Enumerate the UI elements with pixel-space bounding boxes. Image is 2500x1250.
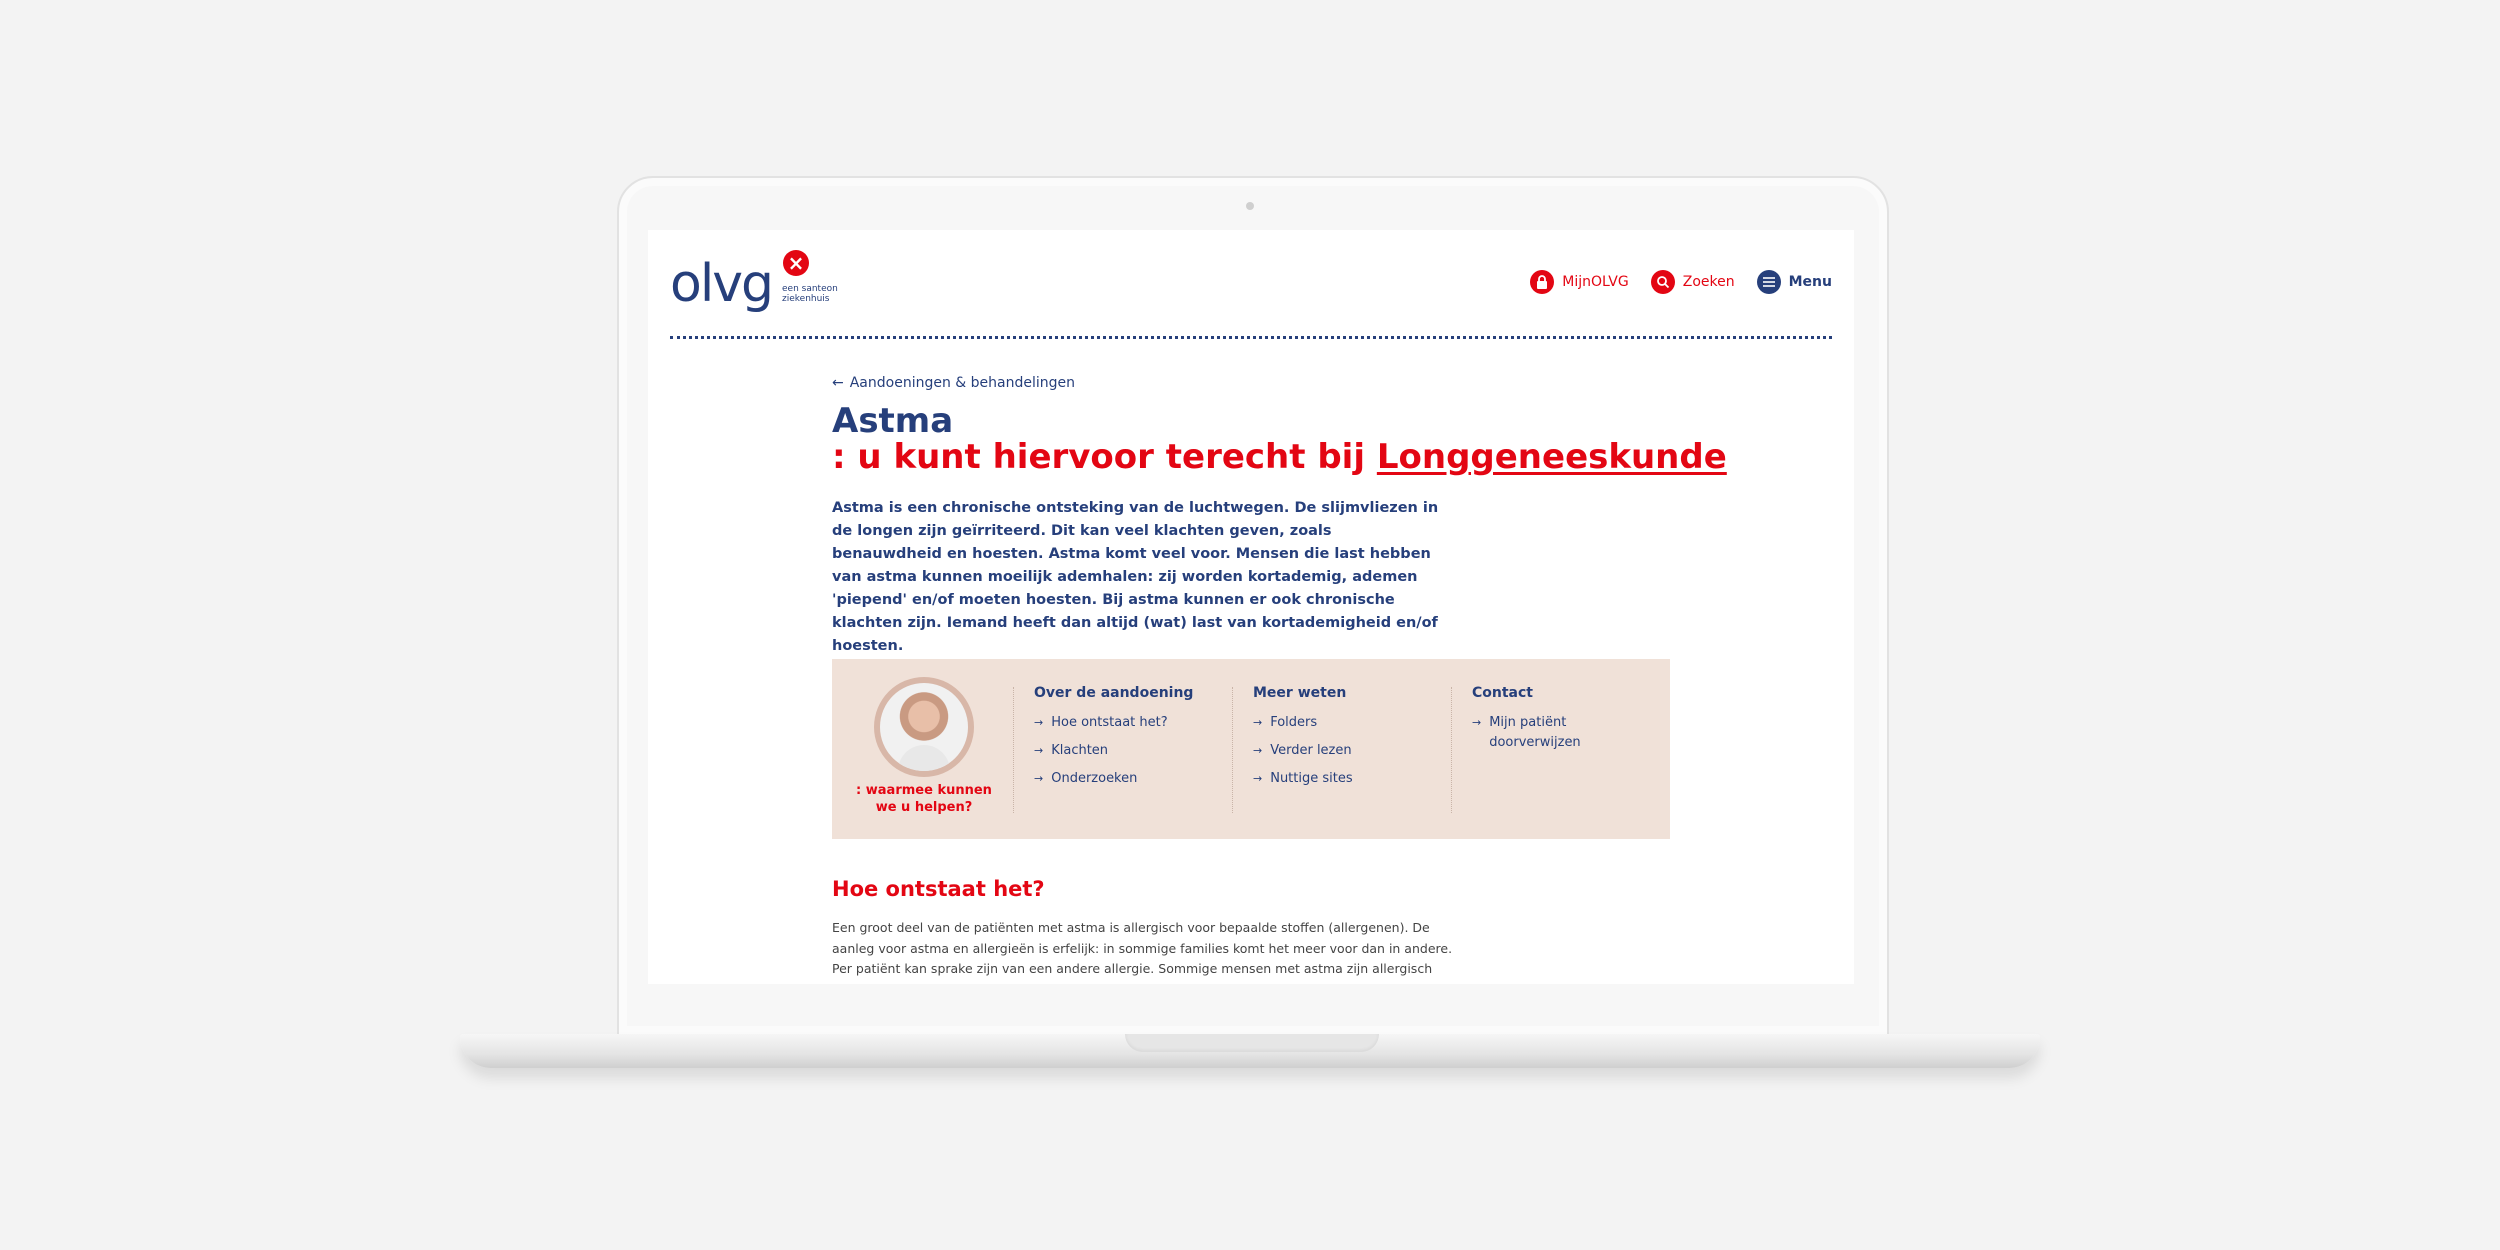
avatar [874, 677, 974, 777]
arrow-right-icon: → [1034, 772, 1044, 785]
link-label: Onderzoeken [1051, 771, 1138, 786]
column-divider [1451, 687, 1452, 813]
laptop-base [460, 1034, 2040, 1068]
page-subtitle [832, 437, 1727, 477]
column-heading: Contact [1472, 685, 1533, 701]
olvg-logo[interactable] [670, 250, 850, 320]
menu-icon [1757, 270, 1781, 294]
longgeneeskunde-link[interactable]: Longgeneeskunde [1376, 437, 1727, 477]
section-heading: Hoe ontstaat het? [832, 877, 1045, 901]
help-text: : waarmee kunnen we u helpen? [856, 783, 992, 815]
top-nav [1530, 270, 1832, 294]
page-title: Astma [832, 401, 954, 441]
subtitle-prefix: : u kunt hiervoor terecht bij [832, 437, 1377, 477]
link-label: Verder lezen [1270, 743, 1352, 758]
column-over-de-aandoening [1034, 685, 1224, 797]
arrow-right-icon: → [1034, 744, 1044, 757]
menu-label: Menu [1788, 274, 1832, 290]
link-label: Folders [1270, 715, 1318, 730]
column-heading: Over de aandoening [1034, 685, 1194, 701]
browser-screen [648, 230, 1854, 984]
menu-button[interactable] [1757, 270, 1832, 294]
lock-icon [1530, 270, 1554, 294]
header-divider [670, 336, 1832, 339]
breadcrumb[interactable] [832, 375, 1672, 391]
link-label: Hoe ontstaat het? [1051, 715, 1168, 730]
link-mijn-patient-doorverwijzen[interactable] [1472, 713, 1622, 753]
arrow-right-icon: → [1034, 716, 1044, 729]
link-hoe-ontstaat-het[interactable] [1034, 713, 1224, 733]
link-folders[interactable] [1253, 713, 1443, 733]
doctor-photo [880, 683, 968, 771]
arrow-right-icon: → [1253, 716, 1263, 729]
column-divider [1013, 687, 1014, 813]
column-divider [1232, 687, 1233, 813]
column-heading: Meer weten [1253, 685, 1347, 701]
main-content [832, 375, 1727, 658]
link-label: Nuttige sites [1270, 771, 1353, 786]
column-contact [1472, 685, 1622, 761]
link-onderzoeken[interactable] [1034, 769, 1224, 789]
logo-cross-icon: × [783, 250, 809, 276]
link-klachten[interactable] [1034, 741, 1224, 761]
search-button[interactable] [1651, 270, 1735, 294]
link-label: Klachten [1051, 743, 1109, 758]
link-nuttige-sites[interactable] [1253, 769, 1443, 789]
link-verder-lezen[interactable] [1253, 741, 1443, 761]
arrow-right-icon: → [1472, 716, 1482, 729]
link-label: Mijn patiënt doorverwijzen [1489, 715, 1581, 750]
intro-text: Astma is een chronische ontsteking van de luchtwegen. De slijmvliezen in de longen zijn geïrriteerd. Dit kan veel klachten geven, zoals benauwdheid en hoesten. Astma komt veel voor. Mensen die last hebben van astma kunnen moeilijk ademhalen: zij worden kortademig, ademen 'piepend' en/of moeten hoesten. Bij astma kunnen er ook chronische klachten zijn. Iemand heeft dan altijd (wat) last van kortademigheid en/of hoesten. [832, 500, 1439, 654]
laptop-notch [1125, 1034, 1379, 1052]
arrow-left-icon: ← [832, 375, 844, 391]
arrow-right-icon: → [1253, 744, 1263, 757]
help-panel [832, 659, 1670, 839]
search-icon [1651, 270, 1675, 294]
breadcrumb-label: Aandoeningen & behandelingen [849, 375, 1076, 391]
camera-dot [1246, 202, 1254, 210]
logo-tagline: een santeon ziekenhuis [782, 284, 838, 304]
mijnolvg-button[interactable] [1530, 270, 1628, 294]
search-label: Zoeken [1682, 274, 1735, 290]
arrow-right-icon: → [1253, 772, 1263, 785]
section-body: Een groot deel van de patiënten met astma is allergisch voor bepaalde stoffen (allergenen). De aanleg voor astma en allergieën is erfelijk: in sommige families komt het meer voor dan in andere. Per patiënt kan sprake zijn van een andere allergie. Sommige mensen met astma zijn allergisch [832, 920, 1453, 976]
logo-word: olvg [670, 254, 773, 314]
column-meer-weten [1253, 685, 1443, 797]
mijnolvg-label: MijnOLVG [1562, 274, 1629, 290]
